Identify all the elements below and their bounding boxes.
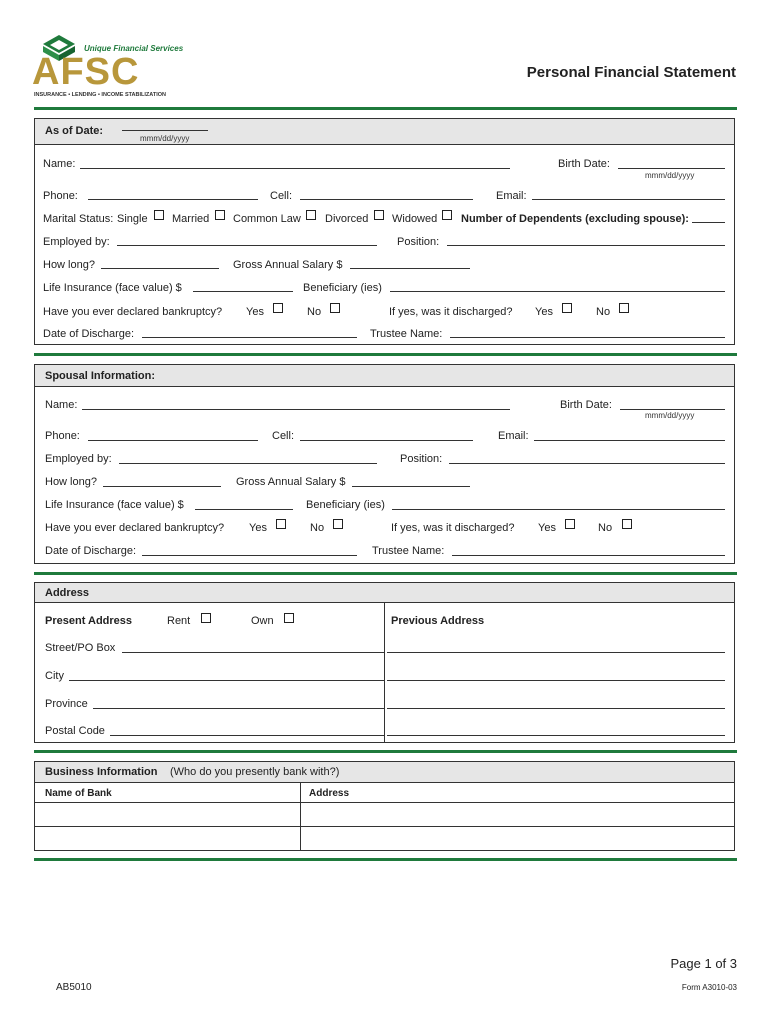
dependents-field[interactable]: [692, 222, 725, 223]
spouse-discharged-no-label: No: [598, 522, 613, 534]
street-label: Street/PO Box: [45, 642, 116, 654]
spouse-beneficiary-label: Beneficiary (ies): [306, 499, 385, 511]
name-field[interactable]: [80, 168, 510, 169]
divider: [34, 750, 737, 753]
phone-label: Phone:: [43, 190, 78, 202]
spouse-gross-salary-label: Gross Annual Salary $: [236, 476, 346, 488]
trustee-label: Trustee Name:: [370, 328, 443, 340]
previous-province-field[interactable]: [387, 708, 725, 709]
spouse-position-field[interactable]: [449, 463, 725, 464]
gross-salary-field[interactable]: [350, 268, 470, 269]
as-of-date-field[interactable]: [122, 130, 208, 131]
marital-common-law-checkbox[interactable]: [306, 210, 316, 220]
previous-street-field[interactable]: [387, 652, 725, 653]
life-insurance-label: Life Insurance (face value) $: [43, 282, 182, 294]
bankruptcy-label: Have you ever declared bankruptcy?: [43, 306, 223, 318]
position-field[interactable]: [447, 245, 725, 246]
form-code: AB5010: [56, 982, 92, 993]
spouse-email-label: Email:: [498, 430, 529, 442]
life-insurance-field[interactable]: [193, 291, 293, 292]
employed-by-label: Employed by:: [43, 236, 110, 248]
spouse-discharged-no-checkbox[interactable]: [622, 519, 632, 529]
divider: [34, 572, 737, 575]
cell-label: Cell:: [270, 190, 293, 202]
how-long-field[interactable]: [101, 268, 219, 269]
spouse-trustee-field[interactable]: [452, 555, 725, 556]
rent-label: Rent: [167, 615, 191, 627]
discharged-yes-label: Yes: [535, 306, 553, 318]
spouse-email-field[interactable]: [534, 440, 725, 441]
birth-date-label: Birth Date:: [558, 158, 610, 170]
spouse-birth-date-label: Birth Date:: [560, 399, 612, 411]
spouse-bankruptcy-no-label: No: [310, 522, 325, 534]
as-of-date-hint: mmm/dd/yyyy: [140, 134, 190, 143]
bankruptcy-no-checkbox[interactable]: [330, 303, 340, 313]
marital-widowed-label: Widowed: [392, 213, 438, 225]
cell-field[interactable]: [300, 199, 473, 200]
spouse-bankruptcy-yes-checkbox[interactable]: [276, 519, 286, 529]
date-discharge-field[interactable]: [142, 337, 357, 338]
discharged-yes-checkbox[interactable]: [562, 303, 572, 313]
city-label: City: [45, 670, 64, 682]
spouse-name-field[interactable]: [82, 409, 510, 410]
spouse-birth-date-field[interactable]: [620, 409, 725, 410]
spouse-birth-date-hint: mmm/dd/yyyy: [645, 411, 695, 420]
email-label: Email:: [496, 190, 527, 202]
discharged-label: If yes, was it discharged?: [389, 306, 513, 318]
present-street-field[interactable]: [122, 652, 384, 653]
spouse-employed-by-label: Employed by:: [45, 453, 112, 465]
dependents-label: Number of Dependents (excluding spouse):: [461, 213, 689, 225]
beneficiary-label: Beneficiary (ies): [303, 282, 382, 294]
address-header: [34, 582, 735, 603]
as-of-date-label: As of Date:: [45, 125, 104, 137]
present-city-field[interactable]: [69, 680, 384, 681]
spouse-name-label: Name:: [45, 399, 78, 411]
spouse-position-label: Position:: [400, 453, 443, 465]
spouse-gross-salary-field[interactable]: [352, 486, 470, 487]
business-subheading: (Who do you presently bank with?): [170, 766, 340, 778]
bankruptcy-no-label: No: [307, 306, 322, 318]
company-logo: [32, 30, 184, 100]
how-long-label: How long?: [43, 259, 95, 271]
spouse-bankruptcy-yes-label: Yes: [249, 522, 267, 534]
spouse-discharged-yes-label: Yes: [538, 522, 556, 534]
name-label: Name:: [43, 158, 76, 170]
previous-address-label: Previous Address: [391, 615, 485, 627]
divider: [34, 353, 737, 356]
spouse-employed-by-field[interactable]: [119, 463, 377, 464]
spouse-life-insurance-field[interactable]: [195, 509, 293, 510]
spouse-bankruptcy-no-checkbox[interactable]: [333, 519, 343, 529]
previous-postal-code-field[interactable]: [387, 735, 725, 736]
email-field[interactable]: [532, 199, 725, 200]
bank-row-1[interactable]: [36, 803, 734, 825]
marital-divorced-label: Divorced: [325, 213, 369, 225]
marital-married-label: Married: [172, 213, 210, 225]
birth-date-field[interactable]: [618, 168, 725, 169]
spouse-date-discharge-label: Date of Discharge:: [45, 545, 137, 557]
spouse-discharged-label: If yes, was it discharged?: [391, 522, 515, 534]
spouse-phone-label: Phone:: [45, 430, 80, 442]
present-address-label: Present Address: [45, 615, 133, 627]
employed-by-field[interactable]: [117, 245, 377, 246]
bank-name-column-header: Name of Bank: [45, 788, 112, 799]
marital-status-label: Marital Status:: [43, 213, 114, 225]
present-province-field[interactable]: [93, 708, 384, 709]
marital-single-label: Single: [117, 213, 148, 225]
spouse-heading: Spousal Information:: [45, 370, 155, 382]
date-discharge-label: Date of Discharge:: [43, 328, 135, 340]
spouse-how-long-field[interactable]: [103, 486, 221, 487]
phone-field[interactable]: [88, 199, 258, 200]
business-heading: Business Information: [45, 766, 158, 778]
spouse-beneficiary-field[interactable]: [392, 509, 725, 510]
logo-company-name: Unique Financial Services: [84, 44, 184, 53]
divider: [34, 107, 737, 110]
bankruptcy-yes-checkbox[interactable]: [273, 303, 283, 313]
own-checkbox[interactable]: [284, 613, 294, 623]
page-title: Personal Financial Statement: [526, 64, 736, 81]
form-number: Form A3010-03: [681, 983, 737, 992]
marital-single-checkbox[interactable]: [154, 210, 164, 220]
province-label: Province: [45, 698, 88, 710]
previous-city-field[interactable]: [387, 680, 725, 681]
logo-brand: AFSC: [32, 51, 140, 93]
bankruptcy-yes-label: Yes: [246, 306, 264, 318]
discharged-no-label: No: [596, 306, 611, 318]
rent-checkbox[interactable]: [201, 613, 211, 623]
birth-date-hint: mmm/dd/yyyy: [645, 171, 695, 180]
spouse-date-discharge-field[interactable]: [142, 555, 357, 556]
position-label: Position:: [397, 236, 440, 248]
beneficiary-field[interactable]: [390, 291, 725, 292]
address-heading: Address: [45, 587, 90, 599]
marital-common-law-label: Common Law: [233, 213, 301, 225]
spouse-bankruptcy-label: Have you ever declared bankruptcy?: [45, 522, 225, 534]
bank-row-2[interactable]: [36, 827, 734, 849]
discharged-no-checkbox[interactable]: [619, 303, 629, 313]
spouse-cell-field[interactable]: [300, 440, 473, 441]
marital-married-checkbox[interactable]: [215, 210, 225, 220]
spouse-trustee-label: Trustee Name:: [372, 545, 445, 557]
present-postal-code-field[interactable]: [110, 735, 384, 736]
marital-widowed-checkbox[interactable]: [442, 210, 452, 220]
marital-divorced-checkbox[interactable]: [374, 210, 384, 220]
gross-salary-label: Gross Annual Salary $: [233, 259, 343, 271]
spouse-life-insurance-label: Life Insurance (face value) $: [45, 499, 184, 511]
spouse-how-long-label: How long?: [45, 476, 97, 488]
trustee-field[interactable]: [450, 337, 725, 338]
divider: [34, 858, 737, 861]
spouse-phone-field[interactable]: [88, 440, 258, 441]
logo-tagline: INSURANCE • LENDING • INCOME STABILIZATION: [34, 92, 166, 98]
spouse-cell-label: Cell:: [272, 430, 295, 442]
postal-code-label: Postal Code: [45, 725, 105, 737]
own-label: Own: [251, 615, 274, 627]
bank-address-column-header: Address: [309, 788, 350, 799]
spouse-discharged-yes-checkbox[interactable]: [565, 519, 575, 529]
page-number: Page 1 of 3: [670, 956, 737, 971]
address-column-divider: [384, 603, 385, 743]
